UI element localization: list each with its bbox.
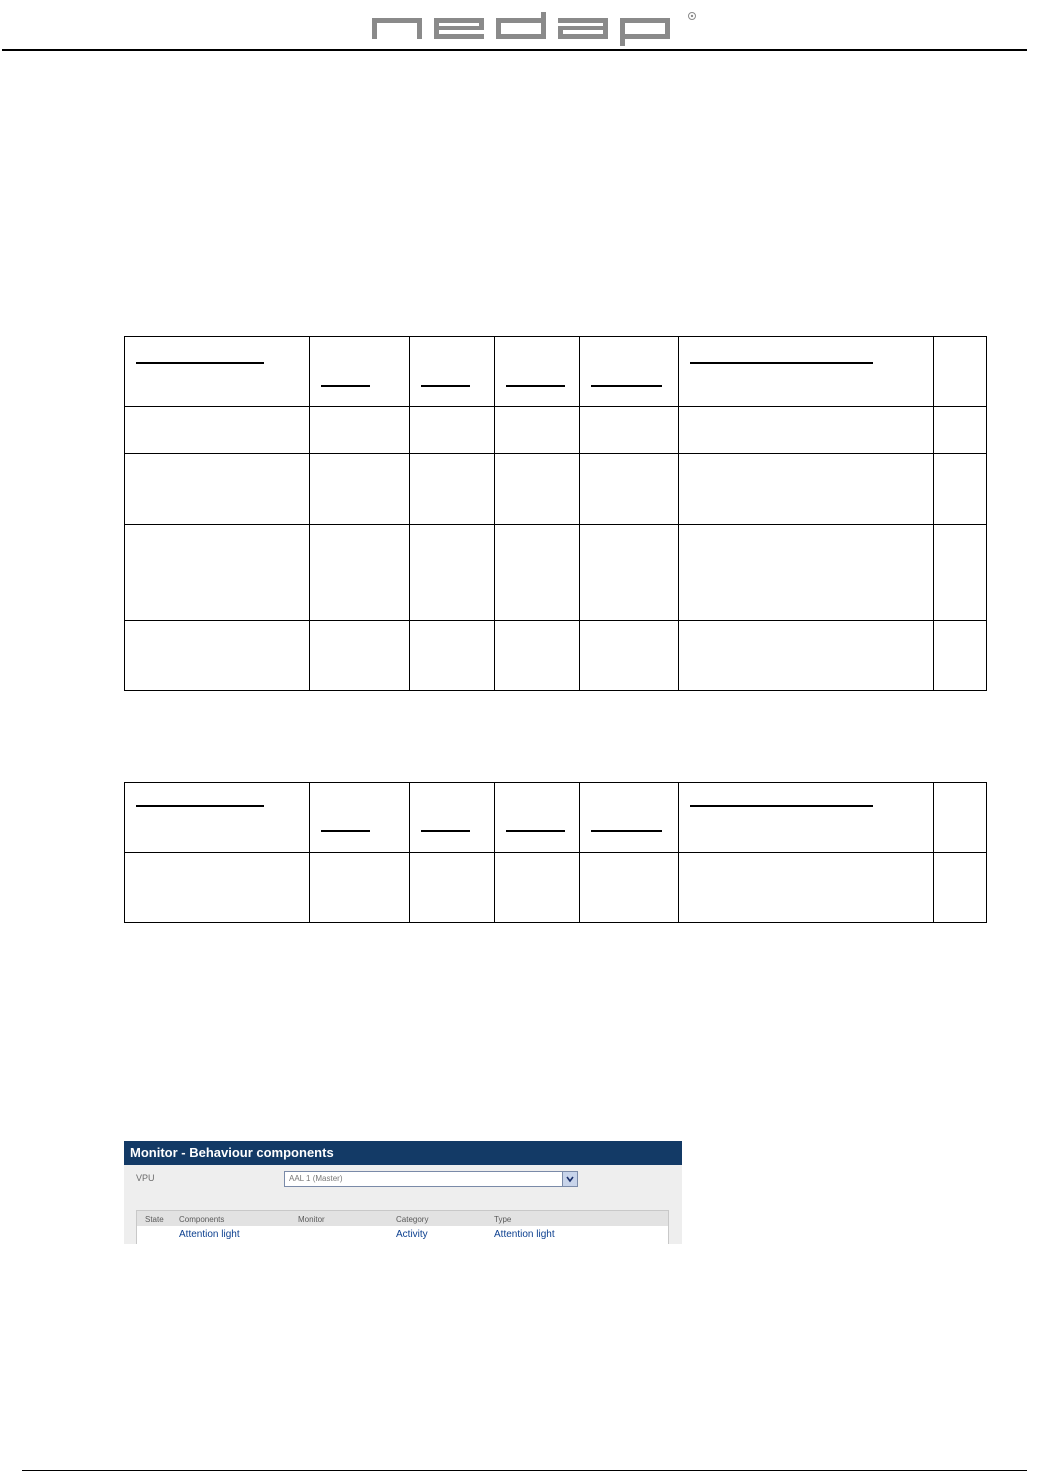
table-cell [679,783,934,853]
table-cell [125,337,310,407]
window-title: Monitor - Behaviour components [130,1145,334,1160]
table-cell [310,337,410,407]
table-cell [410,783,495,853]
table-cell [679,337,934,407]
table-cell [310,783,410,853]
vpu-select[interactable] [284,1171,578,1187]
table-cell [495,783,580,853]
row-category[interactable]: Activity [396,1229,428,1240]
table-row [125,853,987,923]
components-list [136,1210,669,1244]
vpu-label: VPU [136,1173,155,1183]
column-header-category[interactable]: Category [396,1215,429,1224]
row-component-link[interactable]: Attention light [179,1229,240,1240]
embedded-screenshot [124,1141,682,1244]
nedap-logo [372,12,728,46]
row-type[interactable]: Attention light [494,1229,555,1240]
table-cell [580,783,679,853]
table-row [125,621,987,691]
table-cell [934,337,987,407]
chevron-down-icon[interactable] [562,1172,577,1186]
header-rule [2,49,1027,51]
column-header-state[interactable]: State [145,1215,164,1224]
table-row [125,407,987,454]
table-row [125,454,987,525]
column-header-monitor[interactable]: Monitor [298,1215,325,1224]
table-cell [495,337,580,407]
table-cell [125,783,310,853]
window-title-bar [124,1141,682,1165]
table-1 [124,336,987,691]
vpu-select-value: AAL 1 (Master) [289,1174,343,1183]
column-header-type[interactable]: Type [494,1215,512,1224]
table-row-header [125,337,987,407]
footer-rule [22,1470,1027,1471]
table-2 [124,782,987,923]
table-cell [580,337,679,407]
table-cell [410,337,495,407]
list-header [137,1211,668,1226]
column-header-components[interactable]: Components [179,1215,225,1224]
table-row [125,525,987,621]
table-row-header [125,783,987,853]
table-cell [934,783,987,853]
